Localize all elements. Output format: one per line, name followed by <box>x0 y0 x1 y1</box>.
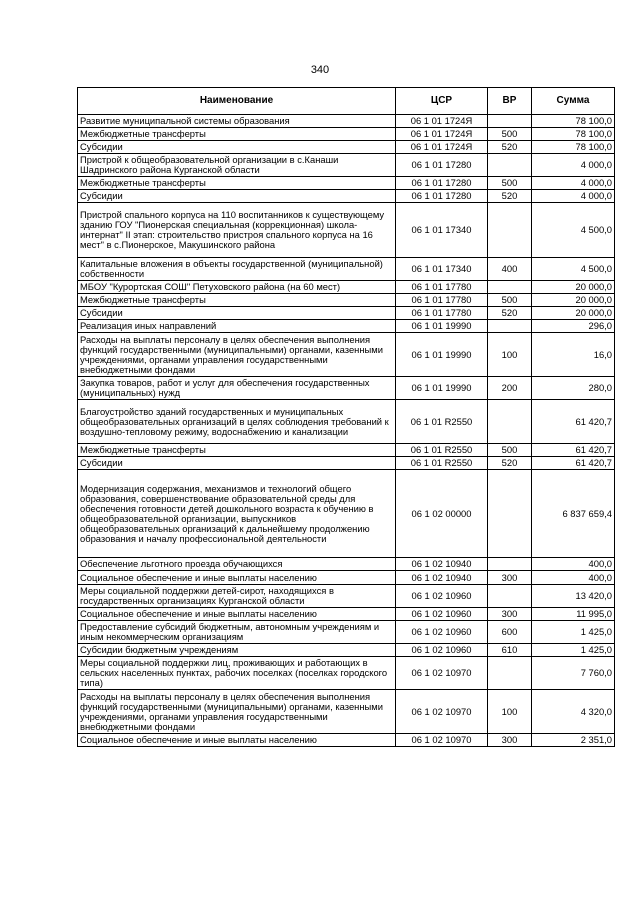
cell-name: Межбюджетные трансферты <box>78 177 396 190</box>
page-number: 340 <box>310 64 330 76</box>
cell-csr: 06 1 02 10970 <box>396 734 488 747</box>
table-row <box>78 690 615 734</box>
cell-sum: 1 425,0 <box>532 644 615 657</box>
cell-vr: 600 <box>488 621 532 644</box>
cell-vr: 300 <box>488 608 532 621</box>
cell-sum: 61 420,7 <box>532 444 615 457</box>
cell-name: Субсидии <box>78 190 396 203</box>
cell-name: Межбюджетные трансферты <box>78 294 396 307</box>
cell-vr <box>488 154 532 177</box>
cell-vr: 520 <box>488 457 532 470</box>
cell-csr: 06 1 02 10960 <box>396 644 488 657</box>
table-row <box>78 444 615 457</box>
cell-name: Обеспечение льготного проезда обучающихся <box>78 558 396 571</box>
cell-name: Субсидии <box>78 307 396 320</box>
cell-vr: 400 <box>488 258 532 281</box>
table-row <box>78 644 615 657</box>
cell-name: Пристрой к общеобразовательной организации в с.Канаши Шадринского района Курганской области <box>78 154 396 177</box>
table-row <box>78 657 615 690</box>
cell-vr <box>488 657 532 690</box>
table-row <box>78 203 615 258</box>
table-row <box>78 190 615 203</box>
cell-csr: 06 1 01 1724Я <box>396 128 488 141</box>
cell-name: Расходы на выплаты персоналу в целях обеспечения выполнения функций государственными (муниципальными) органами, казенными учреждениями, органами управления государственными внебюджетными фондами <box>78 333 396 377</box>
table-row <box>78 333 615 377</box>
cell-csr: 06 1 01 17280 <box>396 190 488 203</box>
header-name: Наименование <box>78 88 396 115</box>
cell-name: МБОУ "Курортская СОШ" Петуховского района (на 60 мест) <box>78 281 396 294</box>
cell-csr: 06 1 02 10960 <box>396 608 488 621</box>
cell-name: Социальное обеспечение и иные выплаты населению <box>78 734 396 747</box>
cell-name: Реализация иных направлений <box>78 320 396 333</box>
table-row <box>78 294 615 307</box>
table-row <box>78 734 615 747</box>
table-row <box>78 128 615 141</box>
cell-sum: 4 500,0 <box>532 258 615 281</box>
cell-name: Социальное обеспечение и иные выплаты населению <box>78 608 396 621</box>
cell-name: Меры социальной поддержки детей-сирот, находящихся в государственных организациях Курганской области <box>78 585 396 608</box>
cell-name: Пристрой спального корпуса на 110 воспитанников к существующему зданию ГОУ "Пионерская специальная (коррекционная) школа-интернат" II этап: строительство пристроя спального корпуса на 16 мест" в с.Пионерское, Макушинского района <box>78 203 396 258</box>
header-vr: ВР <box>488 88 532 115</box>
cell-vr <box>488 320 532 333</box>
cell-vr: 500 <box>488 294 532 307</box>
cell-name: Расходы на выплаты персоналу в целях обеспечения выполнения функций государственными (муниципальными) органами, казенными учреждениями, органами управления государственными внебюджетными фондами <box>78 690 396 734</box>
table-row <box>78 571 615 585</box>
cell-csr: 06 1 02 10940 <box>396 571 488 585</box>
cell-vr: 520 <box>488 141 532 154</box>
table-row <box>78 621 615 644</box>
cell-name: Социальное обеспечение и иные выплаты населению <box>78 571 396 585</box>
cell-vr: 520 <box>488 190 532 203</box>
table-row <box>78 400 615 444</box>
cell-csr: 06 1 01 17340 <box>396 203 488 258</box>
cell-sum: 296,0 <box>532 320 615 333</box>
cell-csr: 06 1 01 R2550 <box>396 457 488 470</box>
cell-name: Межбюджетные трансферты <box>78 128 396 141</box>
cell-sum: 11 995,0 <box>532 608 615 621</box>
cell-csr: 06 1 02 10960 <box>396 621 488 644</box>
table-row <box>78 608 615 621</box>
cell-vr: 100 <box>488 690 532 734</box>
cell-sum: 7 760,0 <box>532 657 615 690</box>
cell-sum: 4 320,0 <box>532 690 615 734</box>
cell-sum: 61 420,7 <box>532 400 615 444</box>
table-row <box>78 585 615 608</box>
cell-csr: 06 1 02 10970 <box>396 690 488 734</box>
cell-vr: 300 <box>488 734 532 747</box>
cell-csr: 06 1 01 19990 <box>396 320 488 333</box>
cell-sum: 78 100,0 <box>532 115 615 128</box>
cell-vr <box>488 558 532 571</box>
cell-vr: 520 <box>488 307 532 320</box>
table-row <box>78 470 615 558</box>
cell-csr: 06 1 01 1724Я <box>396 115 488 128</box>
table-row <box>78 141 615 154</box>
cell-csr: 06 1 01 17280 <box>396 177 488 190</box>
cell-sum: 4 000,0 <box>532 190 615 203</box>
cell-sum: 400,0 <box>532 571 615 585</box>
cell-csr: 06 1 01 19990 <box>396 377 488 400</box>
cell-csr: 06 1 02 10960 <box>396 585 488 608</box>
cell-sum: 6 837 659,4 <box>532 470 615 558</box>
table-body <box>78 115 615 747</box>
cell-sum: 20 000,0 <box>532 294 615 307</box>
cell-sum: 78 100,0 <box>532 141 615 154</box>
table-row <box>78 320 615 333</box>
cell-vr <box>488 281 532 294</box>
cell-vr: 500 <box>488 444 532 457</box>
cell-vr <box>488 400 532 444</box>
table-row <box>78 281 615 294</box>
cell-vr <box>488 115 532 128</box>
cell-name: Межбюджетные трансферты <box>78 444 396 457</box>
cell-sum: 13 420,0 <box>532 585 615 608</box>
cell-csr: 06 1 02 10970 <box>396 657 488 690</box>
cell-name: Благоустройство зданий государственных и муниципальных общеобразовательных организаций в целях соблюдения требований к воздушно-тепловому режиму, водоснабжению и канализации <box>78 400 396 444</box>
cell-sum: 20 000,0 <box>532 307 615 320</box>
table-row <box>78 154 615 177</box>
cell-csr: 06 1 01 17780 <box>396 294 488 307</box>
cell-name: Развитие муниципальной системы образования <box>78 115 396 128</box>
cell-sum: 20 000,0 <box>532 281 615 294</box>
cell-csr: 06 1 01 1724Я <box>396 141 488 154</box>
cell-csr: 06 1 01 R2550 <box>396 444 488 457</box>
header-sum: Сумма <box>532 88 615 115</box>
cell-vr: 100 <box>488 333 532 377</box>
table-row <box>78 177 615 190</box>
table-row <box>78 115 615 128</box>
cell-name: Предоставление субсидий бюджетным, автономным учреждениям и иным некоммерческим организациям <box>78 621 396 644</box>
table-row <box>78 558 615 571</box>
cell-csr: 06 1 02 00000 <box>396 470 488 558</box>
cell-vr: 300 <box>488 571 532 585</box>
cell-sum: 2 351,0 <box>532 734 615 747</box>
cell-name: Субсидии <box>78 141 396 154</box>
cell-csr: 06 1 01 19990 <box>396 333 488 377</box>
cell-name: Закупка товаров, работ и услуг для обеспечения государственных (муниципальных) нужд <box>78 377 396 400</box>
cell-sum: 61 420,7 <box>532 457 615 470</box>
cell-vr <box>488 585 532 608</box>
cell-sum: 4 000,0 <box>532 154 615 177</box>
cell-vr <box>488 203 532 258</box>
cell-sum: 4 000,0 <box>532 177 615 190</box>
cell-csr: 06 1 01 17280 <box>396 154 488 177</box>
cell-name: Капитальные вложения в объекты государственной (муниципальной) собственности <box>78 258 396 281</box>
cell-csr: 06 1 01 R2550 <box>396 400 488 444</box>
cell-name: Модернизация содержания, механизмов и технологий общего образования, совершенствование образовательной среды для обеспечения готовности детей дошкольного возраста к обучению в общеобразовательной организации, выпускников общеобразовательных организаций к дальнейшему продолжению образования и началу профессиональной деятельности <box>78 470 396 558</box>
cell-vr <box>488 470 532 558</box>
cell-name: Субсидии <box>78 457 396 470</box>
table-header-row <box>78 88 615 115</box>
table-row <box>78 258 615 281</box>
cell-vr: 200 <box>488 377 532 400</box>
cell-vr: 500 <box>488 128 532 141</box>
table-row <box>78 307 615 320</box>
cell-sum: 16,0 <box>532 333 615 377</box>
cell-sum: 400,0 <box>532 558 615 571</box>
cell-vr: 500 <box>488 177 532 190</box>
cell-name: Меры социальной поддержки лиц, проживающих и работающих в сельских населенных пунктах, рабочих поселках (поселках городского типа) <box>78 657 396 690</box>
cell-sum: 280,0 <box>532 377 615 400</box>
cell-csr: 06 1 02 10940 <box>396 558 488 571</box>
cell-csr: 06 1 01 17340 <box>396 258 488 281</box>
cell-csr: 06 1 01 17780 <box>396 281 488 294</box>
header-csr: ЦСР <box>396 88 488 115</box>
cell-name: Субсидии бюджетным учреждениям <box>78 644 396 657</box>
cell-sum: 4 500,0 <box>532 203 615 258</box>
table-row <box>78 457 615 470</box>
budget-table <box>77 87 615 747</box>
cell-csr: 06 1 01 17780 <box>396 307 488 320</box>
cell-sum: 1 425,0 <box>532 621 615 644</box>
cell-vr: 610 <box>488 644 532 657</box>
cell-sum: 78 100,0 <box>532 128 615 141</box>
table-row <box>78 377 615 400</box>
